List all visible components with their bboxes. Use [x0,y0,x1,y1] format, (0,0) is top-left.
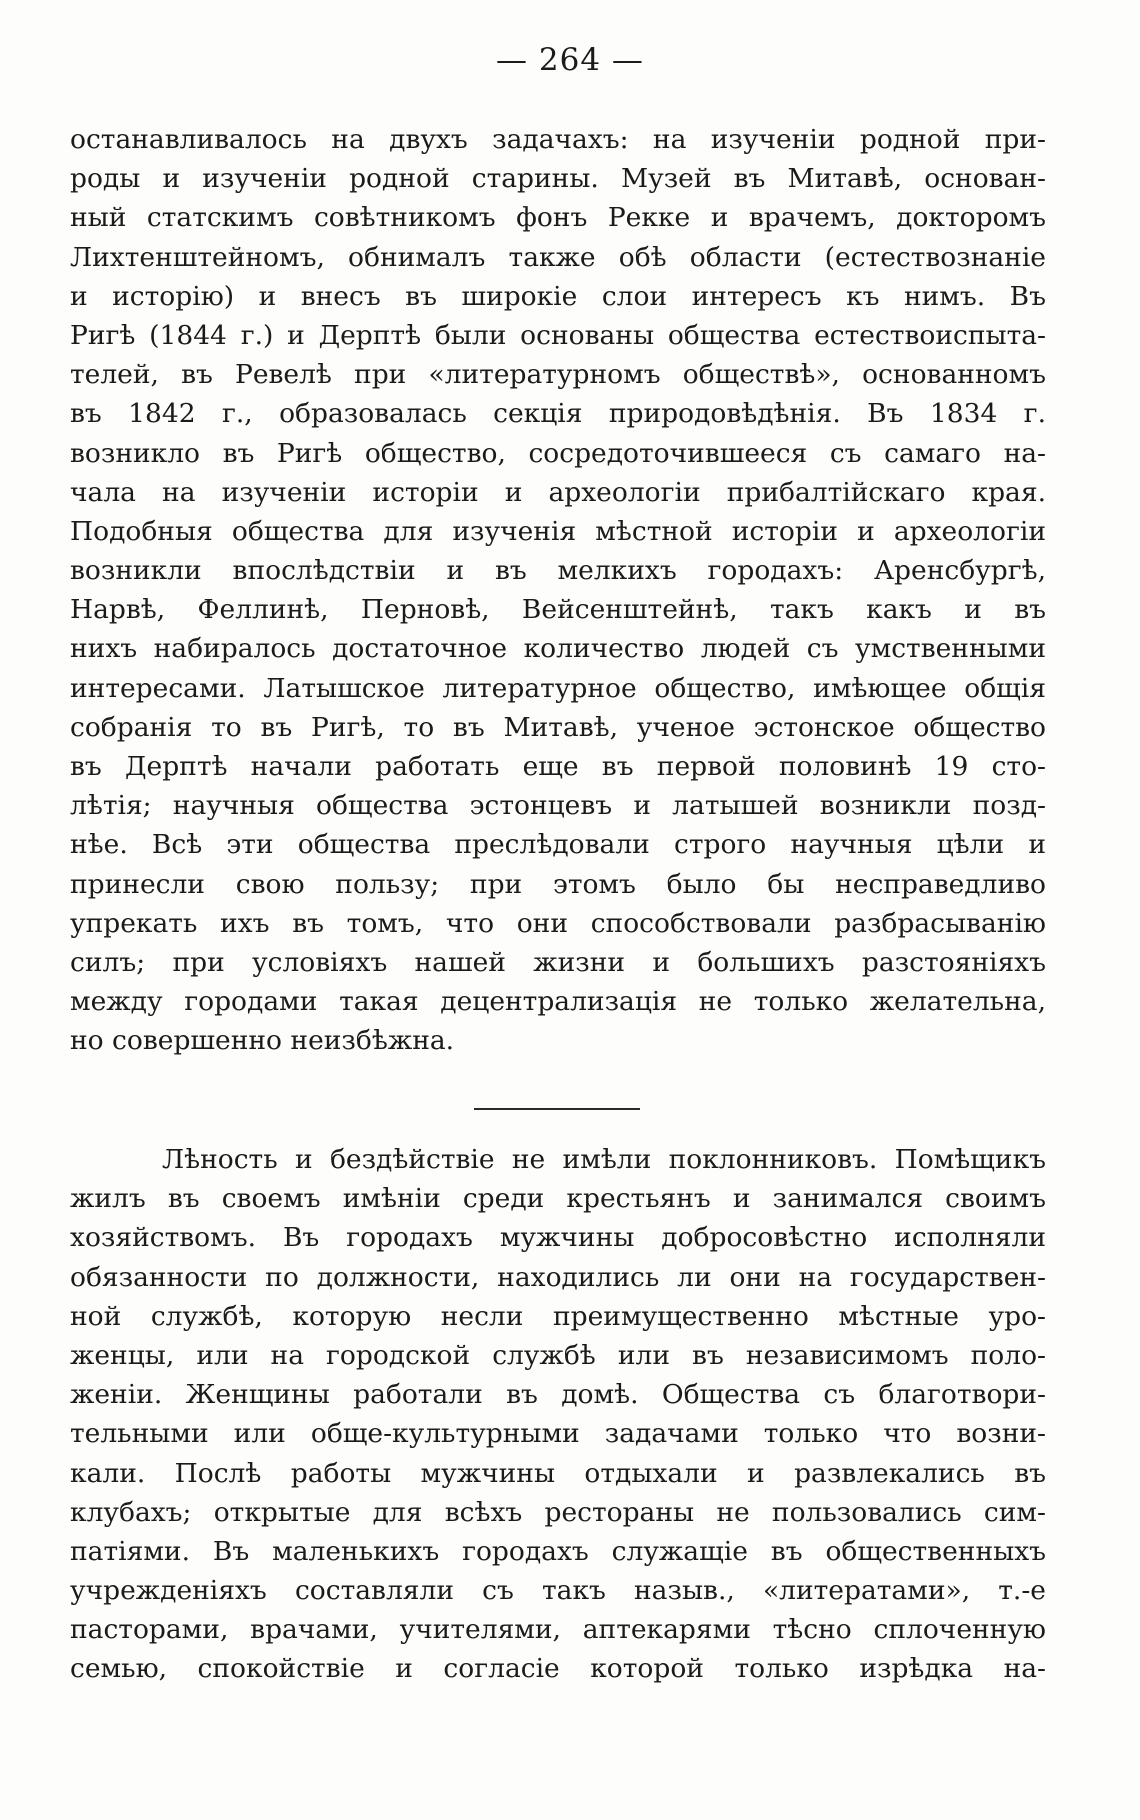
text-line: Подобныя общества для изученія мѣстной исторіи и археологіи [70,515,1046,547]
text-line: роды и изученіи родной старины. Музей въ Митавѣ, основан- [70,163,1046,195]
text-line: тельными или обще-культурными задачами только что возни- [70,1418,1046,1450]
text-line: Ригѣ (1844 г.) и Дерптѣ были основаны общества естествоиспыта- [70,319,1046,351]
text-line: ный статскимъ совѣтникомъ фонъ Рекке и врачемъ, докторомъ [70,202,1046,234]
text-line: Лѣность и бездѣйствіе не имѣли поклонниковъ. Помѣщикъ [162,1144,1046,1175]
section-separator [474,1108,640,1110]
text-line: жилъ въ своемъ имѣніи среди крестьянъ и занимался своимъ [70,1183,1046,1215]
text-line: возникло въ Ригѣ общество, сосредоточившееся съ самаго на- [70,437,1046,469]
text-line: кали. Послѣ работы мужчины отдыхали и развлекались въ [70,1457,1046,1489]
text-line: интересами. Латышское литературное общество, имѣющее общія [70,672,1046,704]
text-line: и исторію) и внесъ въ широкіе слои интересъ къ нимъ. Въ [70,280,1046,312]
text-line: пасторами, врачами, учителями, аптекарями тѣсно сплоченную [70,1614,1046,1646]
text-line: останавливалось на двухъ задачахъ: на изученіи родной при- [70,124,1046,155]
text-line: между городами такая децентрализація не только желательна, [70,986,1046,1018]
text-line: Нарвѣ, Феллинѣ, Перновѣ, Вейсенштейнѣ, такъ какъ и въ [70,594,1046,626]
text-line: силъ; при условіяхъ нашей жизни и большихъ разстояніяхъ [70,946,1046,978]
text-line: семью, спокойствіе и согласіе которой только изрѣдка на- [70,1653,1046,1685]
text-line: но совершенно неизбѣжна. [70,1025,455,1057]
page-number: — 264 — [496,42,644,78]
text-line: лѣтія; научныя общества эстонцевъ и латышей возникли позд- [70,790,1046,822]
paragraph-1 [70,120,1046,1061]
text-line: женіи. Женщины работали въ домѣ. Общества съ благотвори- [70,1379,1046,1411]
text-line: женцы, или на городской службѣ или въ независимомъ поло- [70,1339,1046,1371]
paragraph-2 [70,1140,1046,1689]
text-line: собранія то въ Ригѣ, то въ Митавѣ, ученое эстонское общество [70,711,1046,743]
text-line: клубахъ; открытые для всѣхъ рестораны не пользовались сим- [70,1496,1046,1528]
text-line: Лихтенштейномъ, обнималъ также обѣ области (естествознаніе [70,241,1046,273]
text-line: нихъ набиралось достаточное количество людей съ умственными [70,633,1046,665]
text-line: патіями. Въ маленькихъ городахъ служащіе въ общественныхъ [70,1535,1046,1567]
text-line: обязанности по должности, находились ли они на государствен- [70,1261,1046,1293]
text-line: ной службѣ, которую несли преимущественно мѣстные уро- [70,1300,1046,1332]
text-line: учрежденіяхъ составляли съ такъ назыв., «литератами», т.-е [70,1575,1046,1607]
text-line: въ 1842 г., образовалась секція природовѣдѣнія. Въ 1834 г. [70,398,1046,430]
text-line: принесли свою пользу; при этомъ было бы несправедливо [70,868,1046,900]
text-line: телей, въ Ревелѣ при «литературномъ обществѣ», основанномъ [70,359,1046,391]
text-line: въ Дерптѣ начали работать еще въ первой половинѣ 19 сто- [70,751,1046,782]
text-line: чала на изученіи исторіи и археологіи прибалтійскаго края. [70,476,1046,508]
text-line: хозяйствомъ. Въ городахъ мужчины добросовѣстно исполняли [70,1222,1046,1254]
text-line: упрекать ихъ въ томъ, что они способствовали разбрасыванію [70,907,1046,939]
text-line: нѣе. Всѣ эти общества преслѣдовали строго научныя цѣли и [70,829,1046,861]
text-line: возникли впослѣдствіи и въ мелкихъ городахъ: Аренсбургѣ, [70,555,1046,587]
